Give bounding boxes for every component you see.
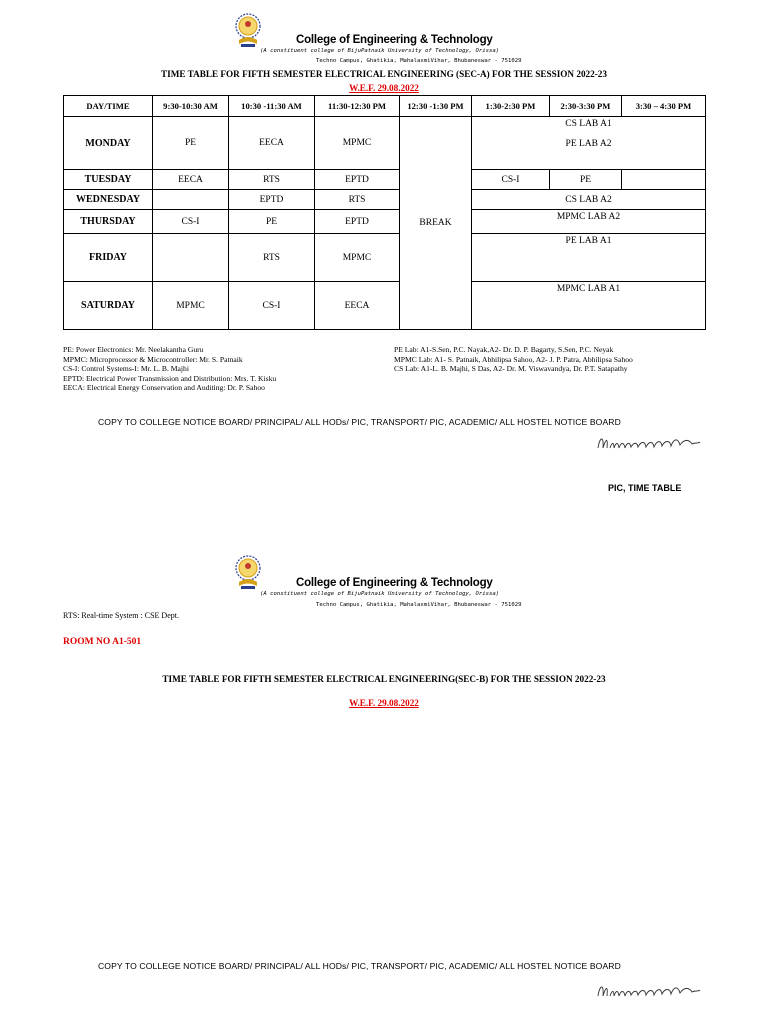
- constituent-note: (A constituent college of BijuPatnaik University of Technology, Orissa): [260, 48, 500, 54]
- legend-item: CS Lab: A1-L. B. Majhi, S Das, A2- Dr. M. Viswavandya, Dr. P.T. Satapathy: [394, 364, 628, 374]
- col-header-slot-3: 11:30-12:30 PM: [315, 96, 400, 117]
- row-friday: [64, 234, 706, 282]
- legend-item: PE Lab: A1-S.Sen, P.C. Nayak,A2- Dr. D. P. Bagarty, S.Sen, P.C. Neyak: [394, 345, 614, 354]
- row-saturday: [64, 282, 706, 330]
- signature-mark: [594, 980, 704, 1004]
- legend-item: EECA: Electrical Energy Conservation and Auditing: Dr. P. Sahoo: [63, 383, 265, 393]
- room-number: ROOM NO A1-501: [63, 637, 142, 647]
- sec-b-copy-to: COPY TO COLLEGE NOTICE BOARD/ PRINCIPAL/ ALL HODs/ PIC, TRANSPORT/ PIC, ACADEMIC/ ALL HOSTEL NOTICE BOARD: [98, 961, 621, 971]
- break-cell: BREAK: [400, 117, 472, 330]
- cell-mon-lab-1: CS LAB A1: [565, 119, 612, 129]
- cell-wed-2: EPTD: [229, 190, 315, 210]
- college-address: Techno Campus, Ghatikia, MahalaxmiVihar, Bhubaneswar - 751029: [316, 602, 522, 608]
- header-row: [64, 96, 706, 117]
- cell-tue-2: RTS: [229, 170, 315, 190]
- cell-mon-1: PE: [153, 117, 229, 170]
- legend-item: EPTD: Electrical Power Transmission and Distribution: Mrs. T. Kisku: [63, 373, 277, 383]
- day-wednesday: WEDNESDAY: [64, 190, 153, 210]
- cell-thu-2: PE: [229, 210, 315, 234]
- day-thursday: THURSDAY: [64, 210, 153, 234]
- col-header-slot-7: 3:30 – 4:30 PM: [622, 96, 706, 117]
- day-friday: FRIDAY: [64, 234, 153, 282]
- legend-item: MPMC Lab: A1- S. Patnaik, Abhilipsa Sahoo, A2- J. P. Patra, Abhilipsa Sahoo: [394, 354, 633, 364]
- col-header-slot-1: 9:30-10:30 AM: [153, 96, 229, 117]
- cell-mon-2: EECA: [229, 117, 315, 170]
- legend-left: [63, 345, 276, 393]
- cell-fri-3: MPMC: [315, 234, 400, 282]
- sec-a-copy-to: COPY TO COLLEGE NOTICE BOARD/ PRINCIPAL/ ALL HODs/ PIC, TRANSPORT/ PIC, ACADEMIC/ ALL HOSTEL NOTICE BOARD: [98, 417, 621, 427]
- signature-mark: [594, 432, 704, 456]
- col-header-slot-5: 1:30-2:30 PM: [472, 96, 550, 117]
- col-header-daytime: DAY/TIME: [64, 96, 153, 117]
- cell-sat-1: MPMC: [153, 282, 229, 330]
- cell-thu-3: EPTD: [315, 210, 400, 234]
- day-tuesday: TUESDAY: [64, 170, 153, 190]
- row-thursday: [64, 210, 706, 234]
- cell-mon-lab-2: PE LAB A2: [565, 139, 612, 149]
- cell-tue-6: PE: [550, 170, 622, 190]
- college-emblem-icon: [233, 12, 263, 50]
- col-header-slot-4: 12:30 -1:30 PM: [400, 96, 472, 117]
- cell-tue-3: EPTD: [315, 170, 400, 190]
- row-wednesday: [64, 190, 706, 210]
- day-monday: MONDAY: [64, 117, 153, 170]
- cell-thu-lab: MPMC LAB A2: [472, 210, 706, 234]
- cell-thu-1: CS-I: [153, 210, 229, 234]
- cell-sat-3: EECA: [315, 282, 400, 330]
- cell-sat-lab: MPMC LAB A1: [472, 282, 706, 330]
- college-name: College of Engineering & Technology: [296, 577, 493, 589]
- row-monday: [64, 117, 706, 170]
- cell-fri-2: RTS: [229, 234, 315, 282]
- cell-tue-5: CS-I: [472, 170, 550, 190]
- col-header-slot-6: 2:30-3:30 PM: [550, 96, 622, 117]
- sec-b-wef: W.E.F. 29.08.2022: [349, 698, 419, 708]
- cell-fri-lab: PE LAB A1: [472, 234, 706, 282]
- row-tuesday: [64, 170, 706, 190]
- legend-item: CS-I: Control Systems-I: Mr. L. B. Majhi: [63, 364, 189, 374]
- college-emblem-icon: [233, 554, 263, 592]
- rts-note: RTS: Real-time System : CSE Dept.: [63, 611, 179, 620]
- cell-fri-1: [153, 234, 229, 282]
- cell-wed-3: RTS: [315, 190, 400, 210]
- cell-mon-lab: [472, 117, 706, 170]
- sec-b-title: TIME TABLE FOR FIFTH SEMESTER ELECTRICAL ENGINEERING(SEC-B) FOR THE SESSION 2022-23: [162, 674, 606, 684]
- legend-item: PE: Power Electronics: Mr. Neelakantha Guru: [63, 345, 204, 354]
- day-saturday: SATURDAY: [64, 282, 153, 330]
- legend-item: MPMC: Microprocessor & Microcontroller: Mr. S. Patnaik: [63, 354, 243, 364]
- sec-a-wef: W.E.F. 29.08.2022: [349, 83, 419, 93]
- sec-a-title: TIME TABLE FOR FIFTH SEMESTER ELECTRICAL ENGINEERING (SEC-A) FOR THE SESSION 2022-23: [161, 69, 607, 79]
- cell-wed-1: [153, 190, 229, 210]
- cell-mon-3: MPMC: [315, 117, 400, 170]
- cell-tue-7: [622, 170, 706, 190]
- col-header-slot-2: 10:30 -11:30 AM: [229, 96, 315, 117]
- cell-wed-lab: CS LAB A2: [472, 190, 706, 210]
- constituent-note: (A constituent college of BijuPatnaik University of Technology, Orissa): [260, 591, 500, 597]
- pic-time-table: PIC, TIME TABLE: [608, 483, 682, 493]
- college-name: College of Engineering & Technology: [296, 34, 493, 46]
- legend-right: [394, 345, 633, 374]
- cell-sat-2: CS-I: [229, 282, 315, 330]
- college-address: Techno Campus, Ghatikia, MahalaxmiVihar, Bhubaneswar - 751029: [316, 58, 522, 64]
- cell-tue-1: EECA: [153, 170, 229, 190]
- sec-a-timetable: [63, 95, 706, 330]
